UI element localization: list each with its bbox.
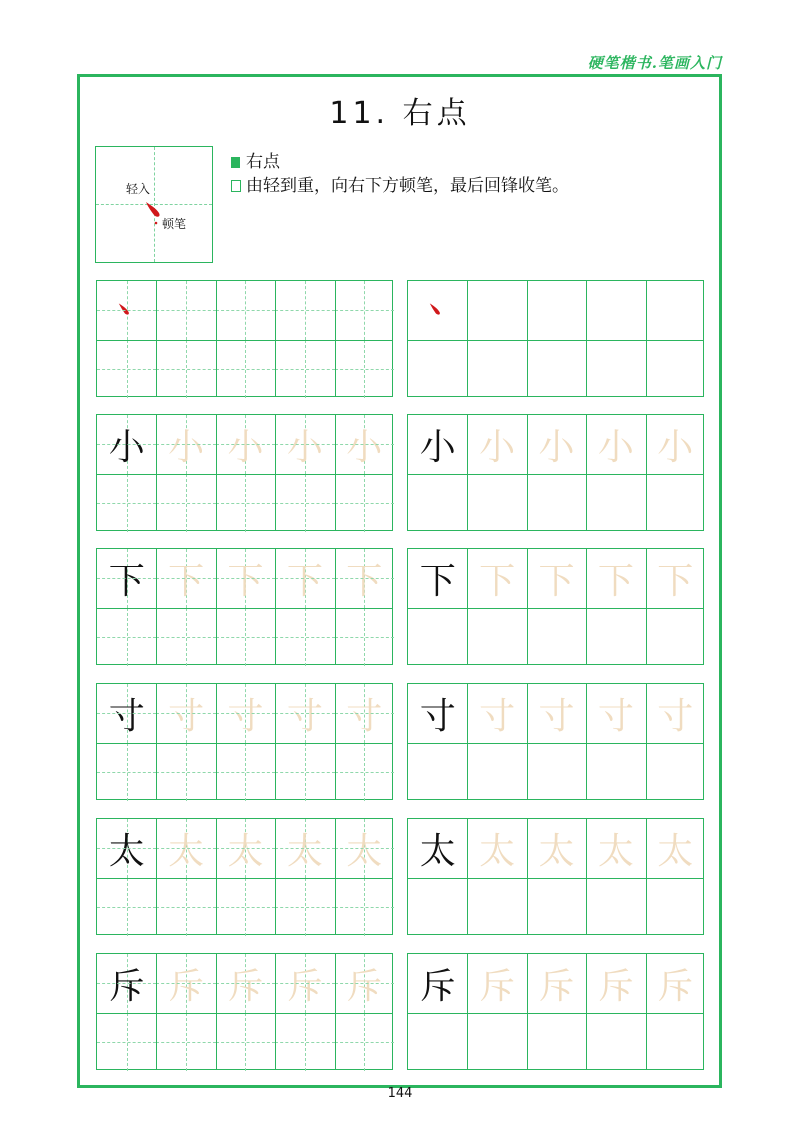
trace-character: 寸: [286, 695, 323, 737]
practice-grid: [407, 683, 704, 800]
writing-cell[interactable]: [97, 281, 156, 340]
writing-cell[interactable]: [335, 819, 394, 878]
writing-cell[interactable]: [335, 608, 394, 667]
writing-cell[interactable]: [156, 608, 215, 667]
empty-square-icon: [231, 180, 241, 192]
model-character: 小: [419, 426, 456, 468]
writing-cell[interactable]: [467, 415, 526, 474]
demo-label-start: 轻入: [126, 182, 151, 196]
writing-cell[interactable]: [156, 474, 215, 533]
writing-cell[interactable]: [527, 743, 586, 802]
writing-cell[interactable]: [216, 474, 275, 533]
writing-cell[interactable]: [586, 878, 645, 937]
page-number: 144: [387, 1086, 413, 1101]
trace-character: 斥: [168, 965, 205, 1007]
writing-cell[interactable]: [156, 819, 215, 878]
trace-character: 寸: [346, 695, 383, 737]
writing-cell[interactable]: [156, 281, 215, 340]
trace-character: 小: [227, 426, 264, 468]
writing-cell[interactable]: [467, 281, 526, 340]
writing-cell[interactable]: [97, 549, 156, 608]
trace-character: 太: [286, 830, 323, 872]
trace-character: 寸: [597, 695, 634, 737]
writing-cell[interactable]: [467, 743, 526, 802]
writing-cell[interactable]: [335, 954, 394, 1013]
writing-cell[interactable]: [275, 281, 334, 340]
stroke-demo-box: [95, 146, 213, 263]
writing-cell[interactable]: [335, 340, 394, 399]
writing-cell[interactable]: [467, 340, 526, 399]
writing-cell[interactable]: [275, 819, 334, 878]
writing-cell[interactable]: [275, 878, 334, 937]
trace-character: 下: [657, 560, 694, 602]
writing-cell[interactable]: [275, 954, 334, 1013]
trace-character: 太: [168, 830, 205, 872]
writing-cell[interactable]: [216, 878, 275, 937]
writing-cell[interactable]: [335, 281, 394, 340]
practice-grid: [407, 548, 704, 665]
model-character: 寸: [419, 695, 456, 737]
writing-cell[interactable]: [408, 474, 467, 533]
writing-cell[interactable]: [527, 878, 586, 937]
writing-cell[interactable]: [216, 954, 275, 1013]
trace-character: 寸: [538, 695, 575, 737]
trace-character: 小: [286, 426, 323, 468]
writing-cell[interactable]: [408, 549, 467, 608]
writing-cell[interactable]: [646, 878, 705, 937]
model-character: 寸: [108, 695, 145, 737]
writing-cell[interactable]: [527, 474, 586, 533]
practice-grid: [407, 280, 704, 397]
writing-cell[interactable]: [216, 415, 275, 474]
stroke-instruction: 由轻到重，向右下方顿笔，最后回锋收笔。: [246, 176, 569, 196]
writing-cell[interactable]: [527, 415, 586, 474]
right-dot-stroke-icon: [96, 147, 214, 264]
writing-cell[interactable]: [527, 819, 586, 878]
writing-cell[interactable]: [408, 743, 467, 802]
writing-cell[interactable]: [156, 415, 215, 474]
trace-character: 小: [657, 426, 694, 468]
model-character: 下: [419, 560, 456, 602]
trace-character: 斥: [538, 965, 575, 1007]
writing-cell[interactable]: [646, 340, 705, 399]
page-title: 11. 右点: [329, 96, 471, 131]
trace-character: 太: [657, 830, 694, 872]
practice-grid: [96, 548, 393, 665]
writing-cell[interactable]: [275, 743, 334, 802]
writing-cell[interactable]: [586, 415, 645, 474]
writing-cell[interactable]: [216, 608, 275, 667]
trace-character: 斥: [286, 965, 323, 1007]
writing-cell[interactable]: [408, 340, 467, 399]
trace-character: 寸: [479, 695, 516, 737]
demo-label-press: 顿笔: [162, 217, 187, 231]
writing-cell[interactable]: [216, 1013, 275, 1072]
writing-cell[interactable]: [527, 340, 586, 399]
writing-cell[interactable]: [586, 1013, 645, 1072]
writing-cell[interactable]: [275, 608, 334, 667]
trace-character: 小: [597, 426, 634, 468]
writing-cell[interactable]: [97, 474, 156, 533]
writing-cell[interactable]: [156, 743, 215, 802]
writing-cell[interactable]: [156, 954, 215, 1013]
writing-cell[interactable]: [527, 684, 586, 743]
writing-cell[interactable]: [408, 684, 467, 743]
stroke-description: [231, 150, 569, 198]
writing-cell[interactable]: [646, 281, 705, 340]
trace-character: 斥: [346, 965, 383, 1007]
filled-square-icon: [231, 157, 240, 168]
model-character: 太: [108, 830, 145, 872]
writing-cell[interactable]: [97, 608, 156, 667]
model-character: 斥: [419, 965, 456, 1007]
trace-character: 斥: [597, 965, 634, 1007]
trace-character: 寸: [168, 695, 205, 737]
writing-cell[interactable]: [646, 1013, 705, 1072]
writing-cell[interactable]: [527, 281, 586, 340]
writing-cell[interactable]: [97, 743, 156, 802]
writing-cell[interactable]: [467, 878, 526, 937]
writing-cell[interactable]: [527, 954, 586, 1013]
writing-cell[interactable]: [97, 684, 156, 743]
writing-cell[interactable]: [408, 878, 467, 937]
trace-character: 寸: [227, 695, 264, 737]
trace-character: 小: [168, 426, 205, 468]
right-dot-icon: [408, 281, 467, 340]
writing-cell[interactable]: [408, 954, 467, 1013]
writing-cell[interactable]: [527, 549, 586, 608]
trace-character: 太: [538, 830, 575, 872]
writing-cell[interactable]: [275, 684, 334, 743]
writing-cell[interactable]: [467, 954, 526, 1013]
writing-cell[interactable]: [216, 281, 275, 340]
writing-cell[interactable]: [586, 549, 645, 608]
writing-cell[interactable]: [408, 608, 467, 667]
writing-cell[interactable]: [97, 415, 156, 474]
writing-cell[interactable]: [408, 281, 467, 340]
writing-cell[interactable]: [216, 743, 275, 802]
trace-character: 太: [479, 830, 516, 872]
writing-cell[interactable]: [275, 474, 334, 533]
trace-character: 下: [227, 560, 264, 602]
writing-cell[interactable]: [97, 1013, 156, 1072]
writing-cell[interactable]: [527, 1013, 586, 1072]
practice-grid: [407, 818, 704, 935]
writing-cell[interactable]: [216, 684, 275, 743]
writing-cell[interactable]: [216, 819, 275, 878]
writing-cell[interactable]: [646, 954, 705, 1013]
writing-cell[interactable]: [97, 878, 156, 937]
writing-cell[interactable]: [586, 474, 645, 533]
writing-cell[interactable]: [275, 1013, 334, 1072]
writing-cell[interactable]: [586, 340, 645, 399]
trace-character: 下: [286, 560, 323, 602]
writing-cell[interactable]: [586, 954, 645, 1013]
writing-cell[interactable]: [408, 415, 467, 474]
practice-grid: [407, 414, 704, 531]
writing-cell[interactable]: [97, 340, 156, 399]
writing-cell[interactable]: [335, 474, 394, 533]
writing-cell[interactable]: [156, 340, 215, 399]
trace-character: 小: [538, 426, 575, 468]
writing-cell[interactable]: [467, 684, 526, 743]
model-character: 下: [108, 560, 145, 602]
writing-cell[interactable]: [586, 281, 645, 340]
trace-character: 斥: [657, 965, 694, 1007]
stroke-name: 右点: [246, 152, 280, 172]
writing-cell[interactable]: [467, 608, 526, 667]
writing-cell[interactable]: [586, 608, 645, 667]
model-character: 斥: [108, 965, 145, 1007]
writing-cell[interactable]: [335, 684, 394, 743]
writing-cell[interactable]: [156, 878, 215, 937]
trace-character: 太: [346, 830, 383, 872]
header-series-title: 硬笔楷书.笔画入门: [587, 54, 722, 72]
writing-cell[interactable]: [467, 549, 526, 608]
writing-cell[interactable]: [646, 819, 705, 878]
writing-cell[interactable]: [156, 1013, 215, 1072]
trace-character: 下: [538, 560, 575, 602]
trace-character: 下: [168, 560, 205, 602]
trace-character: 小: [479, 426, 516, 468]
practice-grid: [96, 953, 393, 1070]
trace-character: 太: [227, 830, 264, 872]
trace-character: 下: [597, 560, 634, 602]
right-dot-icon: [97, 281, 156, 340]
writing-cell[interactable]: [156, 549, 215, 608]
model-character: 小: [108, 426, 145, 468]
writing-cell[interactable]: [156, 684, 215, 743]
writing-cell[interactable]: [408, 819, 467, 878]
trace-character: 斥: [479, 965, 516, 1007]
writing-cell[interactable]: [467, 1013, 526, 1072]
writing-cell[interactable]: [335, 1013, 394, 1072]
writing-cell[interactable]: [586, 743, 645, 802]
writing-cell[interactable]: [216, 549, 275, 608]
writing-cell[interactable]: [335, 743, 394, 802]
writing-cell[interactable]: [646, 684, 705, 743]
writing-cell[interactable]: [646, 415, 705, 474]
writing-cell[interactable]: [586, 819, 645, 878]
writing-cell[interactable]: [646, 608, 705, 667]
writing-cell[interactable]: [335, 878, 394, 937]
writing-cell[interactable]: [408, 1013, 467, 1072]
trace-character: 下: [479, 560, 516, 602]
writing-cell[interactable]: [97, 819, 156, 878]
practice-grid: [96, 818, 393, 935]
writing-cell[interactable]: [275, 340, 334, 399]
model-character: 太: [419, 830, 456, 872]
writing-cell[interactable]: [335, 415, 394, 474]
writing-cell[interactable]: [467, 819, 526, 878]
trace-character: 寸: [657, 695, 694, 737]
writing-cell[interactable]: [586, 684, 645, 743]
writing-cell[interactable]: [97, 954, 156, 1013]
practice-grid: [96, 683, 393, 800]
writing-cell[interactable]: [467, 474, 526, 533]
practice-grid: [96, 280, 393, 397]
writing-cell[interactable]: [646, 549, 705, 608]
practice-grid: [407, 953, 704, 1070]
writing-cell[interactable]: [646, 474, 705, 533]
trace-character: 小: [346, 426, 383, 468]
trace-character: 下: [346, 560, 383, 602]
trace-character: 斥: [227, 965, 264, 1007]
trace-character: 太: [597, 830, 634, 872]
writing-cell[interactable]: [275, 549, 334, 608]
practice-grid: [96, 414, 393, 531]
writing-cell[interactable]: [275, 415, 334, 474]
writing-cell[interactable]: [335, 549, 394, 608]
writing-cell[interactable]: [216, 340, 275, 399]
writing-cell[interactable]: [646, 743, 705, 802]
writing-cell[interactable]: [527, 608, 586, 667]
